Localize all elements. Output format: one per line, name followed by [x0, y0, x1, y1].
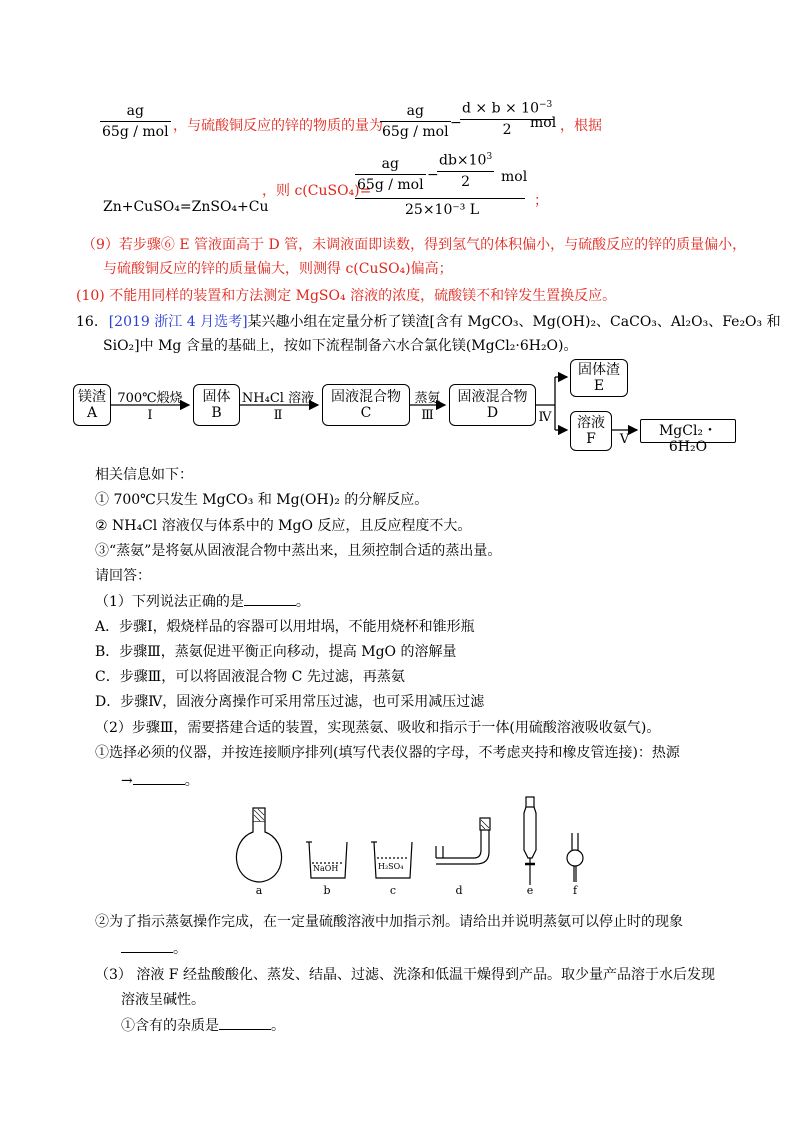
- naoh-label: NaOH: [313, 864, 339, 873]
- fraction-numerator: ag: [381, 156, 399, 172]
- question-number: 16.: [76, 314, 99, 330]
- box-label: 固体: [202, 389, 231, 405]
- answer-10: (10) 不能用同样的装置和方法测定 MgSO₄ 溶液的浓度，硫酸镁不和锌发生置换反应。: [76, 288, 617, 304]
- label-d: d: [455, 884, 463, 897]
- q2-end: 。: [184, 773, 199, 789]
- q3-end: 。: [271, 1018, 285, 1034]
- box-letter: F: [586, 431, 596, 447]
- text-then-c-cuso4: ，则 c(CuSO₄)=: [262, 183, 372, 199]
- please-answer: 请回答：: [95, 568, 151, 584]
- semicolon: ；: [534, 193, 548, 209]
- answer-blank[interactable]: [121, 938, 173, 953]
- info-item-3: ③“蒸氨”是将氨从固液混合物中蒸出来，且须控制合适的蒸出量。: [95, 543, 502, 559]
- fraction-denominator: 65g / mol: [100, 121, 171, 140]
- q2-stem: （2）步骤Ⅲ，需要搭建合适的装置，实现蒸氨、吸收和指示于一体(用硫酸溶液吸收氨气)。: [95, 720, 661, 736]
- step-3-number: Ⅲ: [421, 408, 434, 423]
- box-label: 固液混合物: [331, 389, 401, 405]
- box-label: 溶液: [577, 415, 605, 431]
- question-16-line-2: SiO₂]中 Mg 含量的基础上，按如下流程制备六水合氯化镁(MgCl₂·6H₂O)。: [103, 338, 578, 354]
- box-label: 镁渣: [78, 389, 106, 405]
- text-according-to: ，根据: [560, 118, 602, 134]
- drying-tube-d-icon: [436, 818, 490, 864]
- q1-option-b: B．步骤Ⅲ，蒸氨促进平衡正向移动，提高 MgO 的溶解量: [95, 644, 457, 660]
- exponent: −3: [539, 100, 553, 110]
- q3-sub-1-text: ①含有的杂质是: [121, 1018, 219, 1034]
- question-source: [2019 浙江 4 月选考]: [108, 314, 248, 330]
- q3-sub-1: [121, 1015, 285, 1035]
- q2-sub-2: ②为了指示蒸氨操作完成，在一定量硫酸溶液中加指示剂。请给出并说明蒸氨可以停止时的现象: [95, 914, 683, 930]
- text-zinc-with-cuso4: ，与硫酸铜反应的锌的物质的量为: [173, 118, 383, 134]
- step-3-label: 蒸氨: [414, 391, 441, 406]
- label-a: a: [255, 884, 263, 897]
- box-letter: E: [593, 378, 605, 394]
- answer-9-line-2: 与硫酸铜反应的锌的质量偏大，则测得 c(CuSO₄)偏高；: [103, 261, 453, 277]
- flask-a-icon: [236, 808, 281, 882]
- q2-sub-2-end: 。: [173, 941, 187, 957]
- step-2-label: NH₄Cl 溶液: [241, 391, 315, 406]
- label-b: b: [323, 884, 331, 897]
- minus-sign: −: [450, 115, 462, 131]
- q1-end: 。: [295, 594, 310, 610]
- info-item-1: ① 700℃只发生 MgCO₃ 和 Mg(OH)₂ 的分解反应。: [95, 492, 429, 508]
- info-title: 相关信息如下：: [95, 467, 193, 483]
- box-label: 固体渣: [578, 362, 620, 378]
- step-1-number: Ⅰ: [147, 408, 153, 423]
- answer-9-line-1: （9）若步骤⑥ E 管液面高于 D 管，未调液面即读数，得到氢气的体积偏小，与硫酸反应的锌的质量偏小，: [82, 237, 747, 253]
- box-label: 固液混合物: [457, 389, 528, 405]
- q1-option-a: A．步骤Ⅰ，煅烧样品的容器可以用坩埚，不能用烧杯和锥形瓶: [95, 619, 475, 635]
- unit-mol: mol: [501, 169, 528, 185]
- q1-stem-text: （1）下列说法正确的是: [95, 594, 244, 610]
- box-letter: D: [486, 405, 499, 421]
- separatory-funnel-e-icon: [524, 797, 536, 885]
- info-item-2: ② NH₄Cl 溶液仅与体系中的 MgO 反应，且反应程度不大。: [95, 518, 472, 534]
- fraction-denominator: 2: [460, 119, 554, 138]
- label-c: c: [389, 884, 397, 897]
- fraction-numerator: d × b × 10: [462, 100, 539, 117]
- label-e: e: [526, 884, 534, 897]
- box-letter: C: [360, 405, 372, 421]
- fraction-denominator: 65g / mol: [380, 121, 451, 140]
- fraction-numerator: ag: [406, 103, 424, 119]
- q3-stem: （3） 溶液 F 经盐酸酸化、蒸发、结晶、过滤、洗涤和低温干燥得到产品。取少量产品溶于水后发现: [95, 967, 715, 983]
- step-2-number: Ⅱ: [273, 408, 283, 423]
- q1-option-d: D．步骤Ⅳ，固液分离操作可采用常压过滤，也可采用减压过滤: [95, 694, 485, 710]
- box-product: MgCl₂・6H₂O: [640, 419, 736, 443]
- equation-zn-cuso4: Zn+CuSO₄=ZnSO₄+Cu: [103, 199, 269, 215]
- fraction-numerator: ag: [126, 103, 144, 119]
- beaker-h2so4-icon: [371, 842, 412, 878]
- bulb-tube-f-icon: [567, 833, 583, 882]
- step-4-number: Ⅳ: [538, 410, 552, 425]
- step-1-label: 700℃煅烧: [117, 391, 183, 406]
- q3-stem-2: 溶液呈碱性。: [121, 992, 205, 1008]
- minus-sign: −: [427, 167, 439, 183]
- label-f: f: [572, 884, 578, 897]
- main-denominator: 25×10⁻³ L: [405, 202, 480, 218]
- fraction-denominator: 2: [437, 171, 494, 190]
- step-5-number: Ⅴ: [619, 432, 630, 447]
- q2-sub-2-answer: [121, 938, 187, 958]
- exponent: 3: [486, 152, 493, 162]
- q2-sub-1: ①选择必须的仪器，并按连接顺序排列(填写代表仪器的字母，不考虑夹持和橡皮管连接)：热源: [95, 745, 680, 761]
- fraction-numerator: db×10: [439, 152, 487, 169]
- unit-mol: mol: [530, 115, 557, 131]
- box-letter: B: [211, 405, 222, 421]
- box-letter: A: [86, 405, 98, 421]
- answer-blank[interactable]: [219, 1015, 271, 1030]
- h2so4-label: H₂SO₄: [378, 862, 404, 871]
- arrow-symbol: →: [121, 773, 133, 789]
- q1-option-c: C．步骤Ⅲ，可以将固液混合物 C 先过滤，再蒸氨: [95, 669, 405, 685]
- fraction-denominator: 65g / mol: [355, 174, 426, 193]
- question-text: 某兴趣小组在定量分析了镁渣[含有 MgCO₃、Mg(OH)₂、CaCO₃、Al₂O₃、Fe₂O₃ 和: [247, 314, 781, 330]
